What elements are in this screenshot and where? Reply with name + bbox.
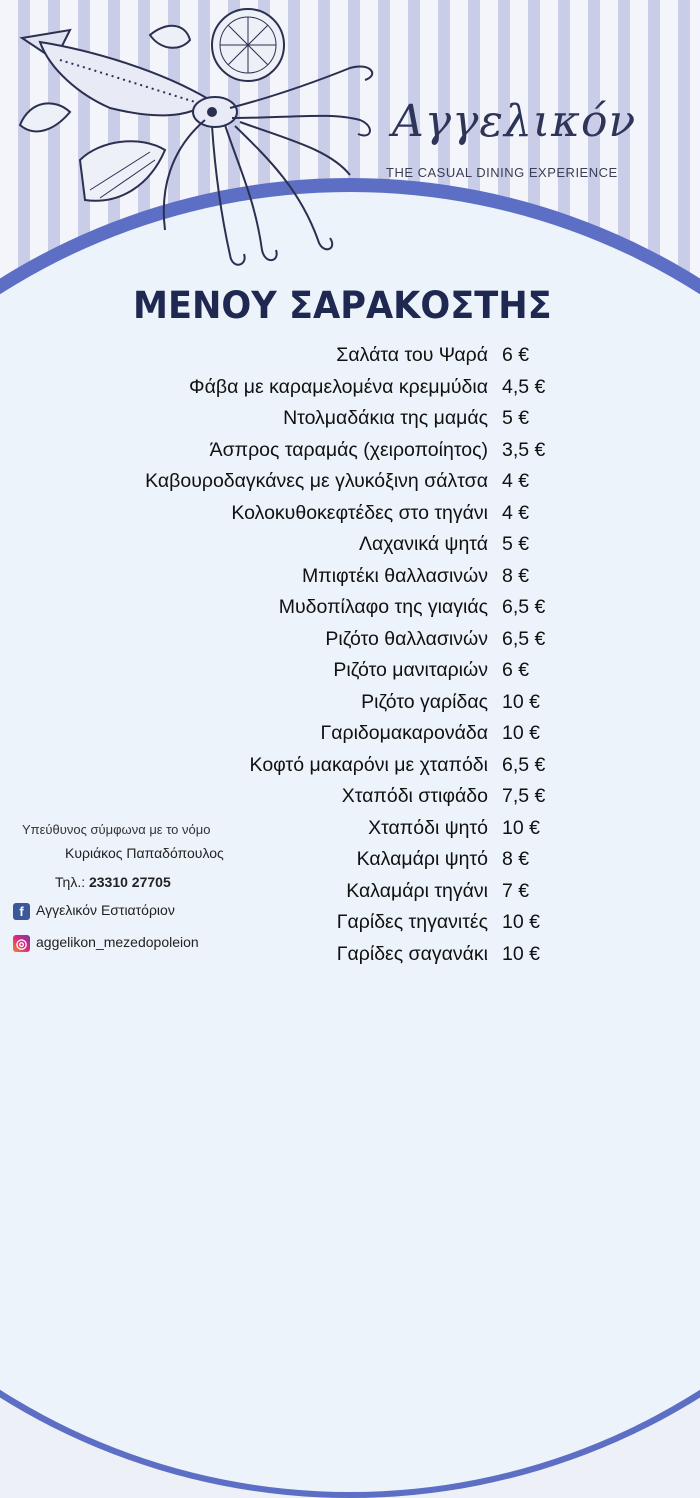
menu-item-price: 8 € <box>502 848 530 870</box>
garlic-illustration <box>20 103 70 131</box>
menu-item <box>0 439 700 471</box>
menu-item-price: 7 € <box>502 879 530 902</box>
menu-item <box>0 722 700 754</box>
phone-number[interactable]: 23310 27705 <box>88 874 171 890</box>
menu-item-name: Λαχανικά ψητά <box>358 533 488 555</box>
owner-name: Κυριάκος Παπαδόπουλος <box>65 845 224 861</box>
tagline: THE CASUAL DINING EXPERIENCE <box>386 165 618 180</box>
lemon-wedge-illustration <box>80 141 165 200</box>
menu-item-price: 3,5 € <box>502 438 546 461</box>
menu-item-name: Γαρίδες σαγανάκι <box>336 942 488 965</box>
phone-line <box>55 874 171 890</box>
menu-item-name: Γαρίδες τηγανιτές <box>336 911 488 933</box>
menu-item-price: 10 € <box>502 722 540 744</box>
menu-item-price: 6,5 € <box>502 596 546 618</box>
menu-item-price: 6,5 € <box>502 753 546 776</box>
legal-responsible-text: Υπεύθυνος σύμφωνα με το νόμο <box>22 822 211 837</box>
facebook-label: Αγγελικόν Εστιατόριον <box>36 902 175 918</box>
menu-item <box>0 785 700 817</box>
menu-item-price: 4 € <box>502 470 530 492</box>
menu-item-price: 4 € <box>502 501 530 524</box>
menu-item-name: Ριζότο γαρίδας <box>361 690 488 713</box>
menu-item <box>0 628 700 660</box>
menu-item-name: Άσπρος ταραμάς (χειροποίητος) <box>209 438 488 461</box>
menu-item-price: 7,5 € <box>502 785 546 807</box>
menu-item <box>0 754 700 786</box>
menu-title: ΜΕΝΟΥ ΣΑΡΑΚΟΣΤΗΣ <box>133 284 552 327</box>
instagram-icon: ◎ <box>13 935 30 952</box>
menu-item-price: 6,5 € <box>502 627 546 650</box>
menu-item-name: Καλαμάρι ψητό <box>356 848 488 870</box>
menu-item <box>0 407 700 439</box>
phone-label: Τηλ.: <box>55 874 86 890</box>
lemon-slice-illustration <box>212 9 284 81</box>
menu-item-name: Καβουροδαγκάνες με γλυκόξινη σάλτσα <box>145 470 488 492</box>
seafood-illustration <box>0 0 700 300</box>
menu-item-name: Φάβα με καραμελομένα κρεμμύδια <box>189 375 488 398</box>
menu-item <box>0 659 700 691</box>
menu-item-price: 10 € <box>502 942 540 965</box>
menu-item-name: Ριζότο μανιταριών <box>333 659 488 681</box>
menu-item-name: Κολοκυθοκεφτέδες στο τηγάνι <box>231 501 488 524</box>
menu-item-name: Καλαμάρι τηγάνι <box>346 879 488 902</box>
menu-item <box>0 470 700 502</box>
menu-item <box>0 565 700 597</box>
restaurant-name: Αγγελικόν <box>392 96 637 147</box>
menu-item-price: 8 € <box>502 564 530 587</box>
menu-item-name: Χταπόδι ψητό <box>368 816 488 839</box>
menu-item-name: Μπιφτέκι θαλλασινών <box>302 564 488 587</box>
menu-item-price: 10 € <box>502 816 540 839</box>
instagram-label: aggelikon_mezedopoleion <box>36 934 199 950</box>
menu-item-name: Κοφτό μακαρόνι με χταπόδι <box>249 753 488 776</box>
garlic-clove-illustration <box>150 26 190 48</box>
menu-item <box>0 502 700 534</box>
menu-item-price: 10 € <box>502 911 540 933</box>
menu-item-name: Ριζότο θαλλασινών <box>325 627 488 650</box>
facebook-icon: f <box>13 903 30 920</box>
menu-item <box>0 376 700 408</box>
instagram-link[interactable] <box>13 934 199 952</box>
facebook-link[interactable] <box>13 902 175 920</box>
menu-item-price: 6 € <box>502 659 530 681</box>
menu-item-name: Ντολμαδάκια της μαμάς <box>283 407 488 429</box>
menu-item-price: 4,5 € <box>502 375 546 398</box>
menu-item-price: 5 € <box>502 533 530 555</box>
menu-item-name: Σαλάτα του Ψαρά <box>336 344 488 366</box>
menu-item-name: Γαριδομακαρονάδα <box>320 722 488 744</box>
menu-item <box>0 344 700 376</box>
menu-item-price: 10 € <box>502 690 540 713</box>
menu-item <box>0 596 700 628</box>
squid-illustration <box>22 30 372 265</box>
menu-item-name: Μυδοπίλαφο της γιαγιάς <box>278 596 488 618</box>
menu-item <box>0 533 700 565</box>
menu-item-name: Χταπόδι στιφάδο <box>341 785 488 807</box>
menu-item-price: 5 € <box>502 407 530 429</box>
menu-item <box>0 691 700 723</box>
menu-item-price: 6 € <box>502 344 530 366</box>
